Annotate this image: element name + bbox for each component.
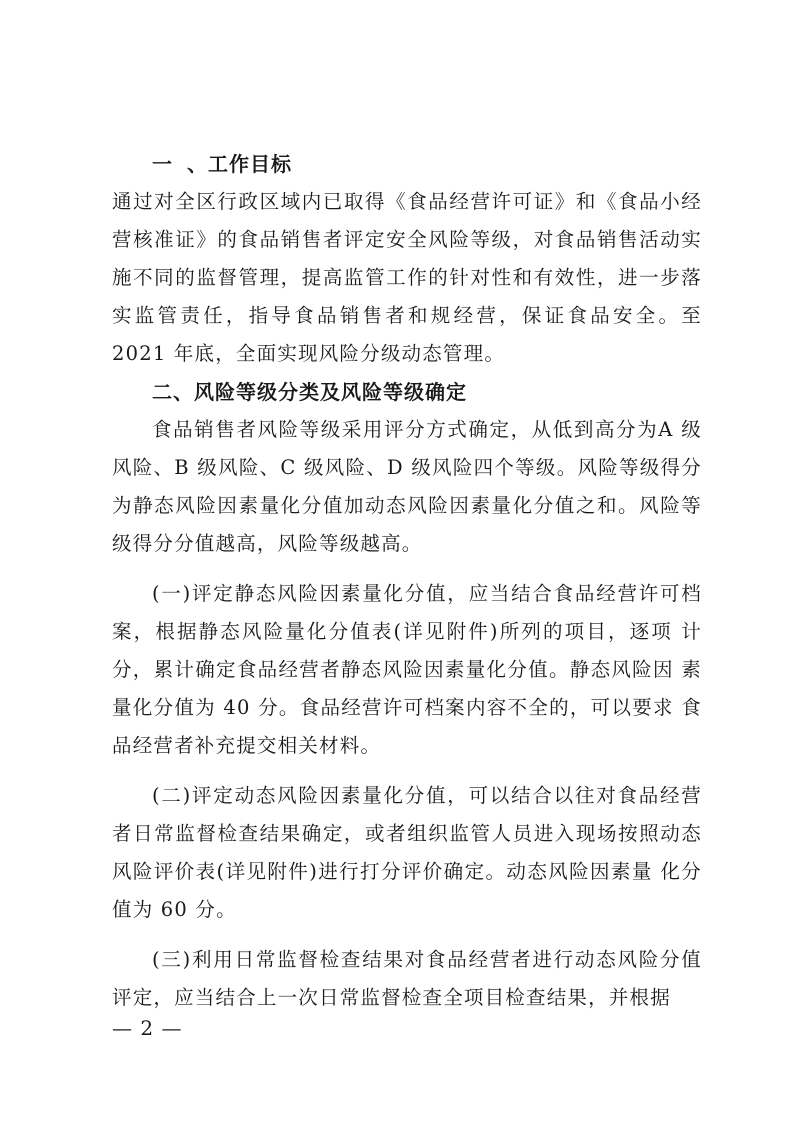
page-number: — 2 — [112, 1016, 183, 1040]
section-heading-work-goal: 一 、工作目标 [152, 152, 292, 176]
static-risk-paragraph: (一)评定静态风险因素量化分值，应当结合食品经营许可档案，根据静态风险量化分值表(详见附件)所列的项目，逐项 计分，累计确定食品经营者静态风险因素量化分值。静态风险因 素量化分值为 40 分。食品经营许可档案内容不全的，可以要求 食品经营者补充提交相关材料。 [112, 582, 702, 757]
document-body [112, 145, 702, 1017]
section-heading-risk-levels: 二、风险等级分类及风险等级确定 [152, 380, 467, 404]
dynamic-risk-paragraph: (二)评定动态风险因素量化分值，可以结合以往对食品经营者日常监督检查结果确定，或者组织监管人员进入现场按照动态风险评价表(详见附件)进行打分评价确定。动态风险因素量 化分值为 60 分。 [112, 784, 702, 921]
risk-levels-intro-paragraph: 食品销售者风险等级采用评分方式确定，从低到高分为A 级风险、B 级风险、C 级风险、D 级风险四个等级。风险等级得分为静态风险因素量化分值加动态风险因素量化分值之和。风险等级得分分值越高，风险等级越高。 [112, 418, 702, 555]
work-goal-paragraph: 通过对全区行政区域内已取得《食品经营许可证》和《食品小经营核准证》的食品销售者评定安全风险等级，对食品销售活动实施不同的监督管理，提高监管工作的针对性和有效性，进一步落实监管责任，指导食品销售者和规经营，保证食品安全。至 2021 年底，全面实现风险分级动态管理。 [112, 190, 702, 365]
daily-inspection-paragraph: (三)利用日常监督检查结果对食品经营者进行动态风险分值评定，应当结合上一次日常监督检查全项目检查结果，并根据 [112, 948, 702, 1009]
